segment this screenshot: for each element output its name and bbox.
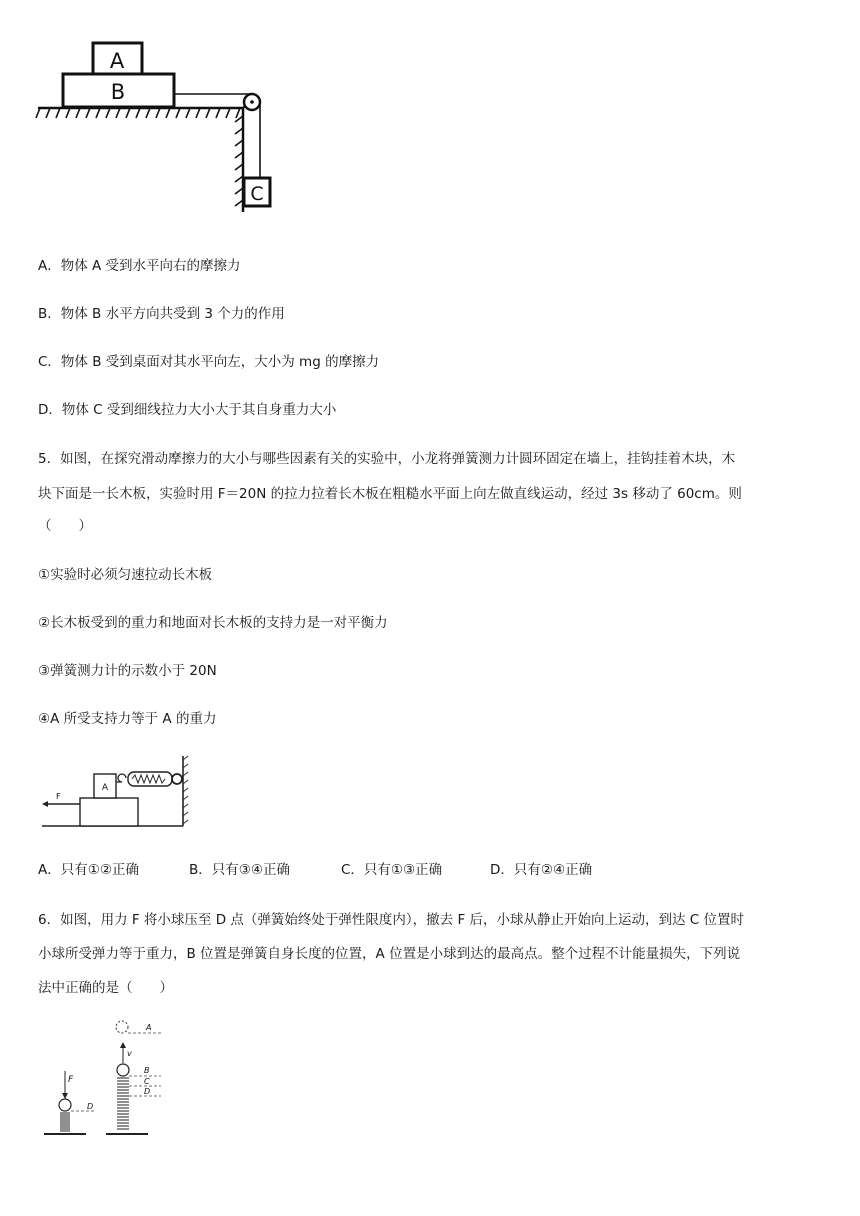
q5-stem-line-3: （ ） xyxy=(38,518,92,534)
q5-option-b: B．只有③④正确 xyxy=(189,862,290,878)
right-ball xyxy=(117,1064,129,1076)
q5-statement-3: ③弹簧测力计的示数小于 20N xyxy=(38,663,217,679)
q6-stem-line-3: 法中正确的是（ ） xyxy=(38,980,173,996)
position-b-label: B xyxy=(144,1066,150,1075)
right-spring xyxy=(117,1078,129,1129)
position-c-label: C xyxy=(144,1077,150,1086)
q5-stem-line-2: 块下面是一长木板，实验时用 F＝20N 的拉力拉着长木板在粗糙水平面上向左做直线运动，经过 3s 移动了 60cm。则 xyxy=(38,486,742,502)
figure-1-blocks-pulley xyxy=(36,40,286,220)
q4-option-c: C．物体 B 受到桌面对其水平向左，大小为 mg 的摩擦力 xyxy=(38,354,380,370)
ball-top-dashed xyxy=(116,1021,128,1033)
left-d-label: D xyxy=(87,1102,94,1111)
position-a-label: A xyxy=(146,1023,152,1032)
q5-option-c: C．只有①③正确 xyxy=(341,862,443,878)
q5-option-a: A．只有①②正确 xyxy=(38,862,139,878)
q5-statement-1: ①实验时必须匀速拉动长木板 xyxy=(38,567,213,583)
figure-3-spring-ball xyxy=(36,1015,176,1145)
q4-option-a: A．物体 A 受到水平向右的摩擦力 xyxy=(38,258,241,274)
scale-ring xyxy=(172,774,182,784)
long-board xyxy=(80,798,138,826)
q4-option-b: B．物体 B 水平方向共受到 3 个力的作用 xyxy=(38,306,285,322)
left-force-label: F xyxy=(68,1075,74,1085)
block-a-small-label: A xyxy=(101,783,109,793)
block-a-label: A xyxy=(109,49,125,73)
velocity-label: v xyxy=(127,1049,132,1058)
q4-option-d: D．物体 C 受到细线拉力大小大于其自身重力大小 xyxy=(38,402,337,418)
q6-stem-line-2: 小球所受弹力等于重力，B 位置是弹簧自身长度的位置，A 位置是小球到达的最高点。整个过程不计能量损失，下列说 xyxy=(38,946,741,962)
position-d-label: D xyxy=(144,1087,151,1096)
left-spring xyxy=(60,1113,70,1131)
q5-options xyxy=(38,858,592,878)
block-b-label: B xyxy=(110,80,126,104)
q5-stem-line-1: 5．如图，在探究滑动摩擦力的大小与哪些因素有关的实验中，小龙将弹簧测力计圆环固定在墙上，挂钩挂着木块，木 xyxy=(38,451,736,467)
q5-statement-4: ④A 所受支持力等于 A 的重力 xyxy=(38,711,217,727)
q5-option-d: D．只有②④正确 xyxy=(490,862,593,878)
figure-2-spring-scale xyxy=(36,754,196,832)
left-ball xyxy=(59,1099,71,1111)
force-label: F xyxy=(56,792,61,801)
q5-statement-2: ②长木板受到的重力和地面对长木板的支持力是一对平衡力 xyxy=(38,615,388,631)
q6-stem-line-1: 6．如图，用力 F 将小球压至 D 点（弹簧始终处于弹性限度内），撤去 F 后，小球从静止开始向上运动，到达 C 位置时 xyxy=(38,912,745,928)
table-hatching xyxy=(36,108,240,118)
block-c-label: C xyxy=(250,183,264,205)
